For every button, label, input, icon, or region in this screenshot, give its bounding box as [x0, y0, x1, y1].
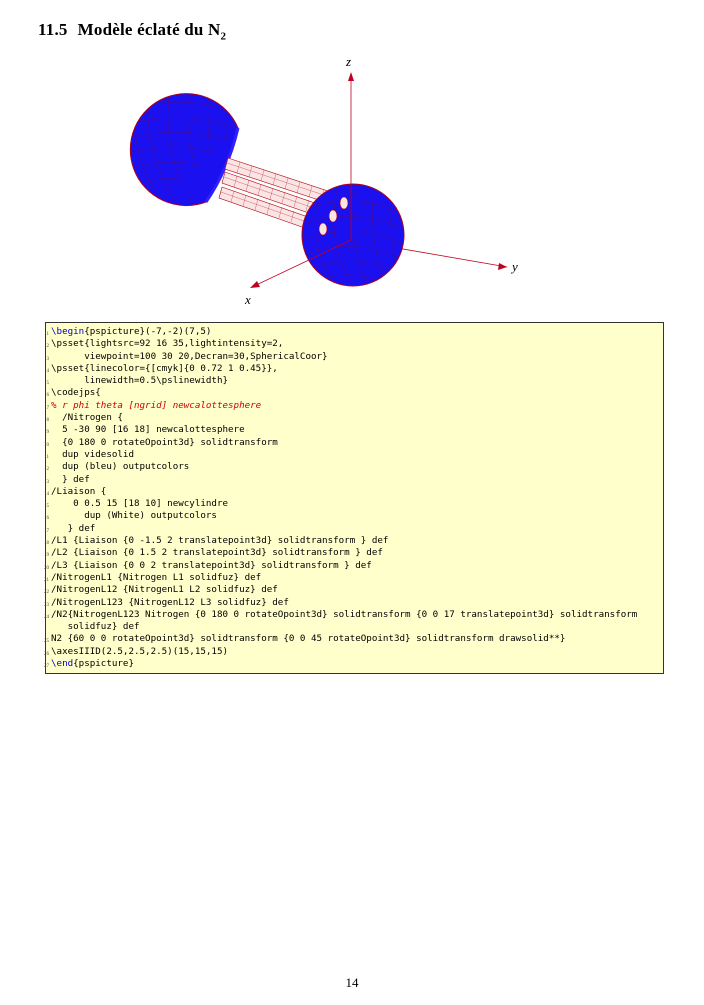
code-text: /NitrogenL1 {Nitrogen L1 solidfuz} def: [51, 571, 262, 583]
line-number: 24: [44, 614, 49, 620]
line-number: 13: [44, 479, 49, 485]
right-nitrogen-atom: [300, 184, 406, 288]
line-number: 27: [44, 664, 49, 670]
code-text: {pspicture}: [73, 658, 134, 670]
code-text: \psset{lightsrc=92 16 35,lightintensity=2,: [51, 338, 284, 350]
code-line: [46, 584, 663, 596]
code-text: /L2 {Liaison {0 1.5 2 translatepoint3d} solidtransform } def: [51, 547, 383, 559]
code-line: [46, 449, 663, 461]
code-text: N2 {60 0 0 rotateOpoint3d} solidtransform {0 0 45 rotateOpoint3d} solidtransform drawsolid**}: [51, 633, 566, 645]
line-number: 18: [44, 541, 49, 547]
code-text: /NitrogenL12 {NitrogenL1 L2 solidfuz} def: [51, 584, 278, 596]
code-line: [46, 572, 663, 584]
line-number: 26: [44, 651, 49, 657]
code-line: [46, 461, 663, 473]
section-title-text: Modèle éclaté du N: [77, 20, 221, 39]
code-line: [46, 326, 663, 338]
code-text: } def: [51, 473, 90, 485]
code-comment: % r phi theta [ngrid] newcalottesphere: [51, 399, 262, 411]
section-heading: [38, 20, 226, 42]
code-keyword: \begin: [51, 326, 85, 337]
code-text: \axesIIID(2.5,2.5,2.5)(15,15,15): [51, 645, 229, 657]
code-line: [46, 510, 663, 522]
line-number: 12: [44, 467, 49, 473]
line-number: 5: [46, 381, 49, 387]
line-number: 14: [44, 491, 49, 497]
code-line: [46, 412, 663, 424]
line-number: 25: [44, 639, 49, 645]
code-line: [46, 474, 663, 486]
line-number: 19: [44, 553, 49, 559]
code-line: [46, 437, 663, 449]
code-line: [46, 338, 663, 350]
code-text: 0 0.5 15 [18 10] newcylindre: [51, 498, 229, 510]
code-line: [46, 375, 663, 387]
line-number: 3: [46, 356, 49, 362]
code-line: [46, 621, 663, 633]
code-text: dup (bleu) outputcolors: [51, 461, 190, 473]
line-number: 22: [44, 590, 49, 596]
code-line: [46, 658, 663, 670]
line-number: 11: [44, 454, 49, 460]
code-line: [46, 547, 663, 559]
code-line: [46, 523, 663, 535]
code-line: [46, 486, 663, 498]
code-text: {0 180 0 rotateOpoint3d} solidtransform: [51, 436, 278, 448]
code-line: [46, 498, 663, 510]
code-line: [46, 424, 663, 436]
code-text: viewpoint=100 30 20,Decran=30,SphericalCoor}: [51, 350, 328, 362]
line-number: 23: [44, 602, 49, 608]
n2-molecule-figure: [110, 50, 550, 315]
molecule-svg: [110, 50, 550, 315]
code-text: /L1 {Liaison {0 -1.5 2 translatepoint3d} solidtransform } def: [51, 535, 389, 547]
x-axis-arrow: [250, 281, 260, 288]
line-number: 15: [44, 504, 49, 510]
code-text: } def: [51, 522, 96, 534]
code-text: /NitrogenL123 {NitrogenL12 L3 solidfuz} def: [51, 596, 289, 608]
line-number: 9: [46, 430, 49, 436]
code-text: \codejps{: [51, 387, 101, 399]
z-axis-arrow: [348, 72, 354, 81]
line-number: 16: [44, 516, 49, 522]
code-line: [46, 609, 663, 621]
line-number: 20: [44, 565, 49, 571]
line-number: 10: [44, 442, 49, 448]
code-text: \psset{linecolor={[cmyk]{0 0.72 1 0.45}},: [51, 362, 278, 374]
code-text: /N2{NitrogenL123 Nitrogen {0 180 0 rotateOpoint3d} solidtransform {0 0 17 translatepoint3d} solidtransform: [51, 608, 638, 620]
line-number: 6: [46, 393, 49, 399]
code-text: dup videsolid: [51, 448, 134, 460]
x-axis-label: x: [245, 292, 251, 307]
code-line: [46, 646, 663, 658]
code-line: [46, 535, 663, 547]
code-text: {pspicture}(-7,-2)(7,5): [84, 326, 212, 337]
code-text: dup (White) outputcolors: [51, 510, 217, 522]
code-line: [46, 400, 663, 412]
line-number: 7: [46, 405, 49, 411]
code-text: linewidth=0.5\pslinewidth}: [51, 375, 229, 387]
line-number: 1: [46, 332, 49, 337]
line-number: 2: [46, 344, 49, 350]
code-line: [46, 560, 663, 572]
code-text: /Liaison {: [51, 485, 107, 497]
section-number: 11.5: [38, 20, 68, 39]
z-axis-label: z: [346, 54, 352, 69]
line-number: 4: [46, 368, 49, 374]
code-line: [46, 363, 663, 375]
line-number: 8: [46, 418, 49, 424]
section-title-subscript: 2: [220, 30, 227, 43]
code-text: solidfuz} def: [51, 621, 140, 633]
code-text: 5 -30 90 [16 18] newcalottesphere: [51, 424, 245, 436]
code-keyword: \end: [51, 658, 74, 670]
code-text: /Nitrogen {: [51, 412, 123, 424]
code-listing: [45, 322, 664, 674]
y-axis-arrow: [498, 263, 507, 270]
code-line: [46, 351, 663, 363]
line-number: 17: [44, 528, 49, 534]
code-line: [46, 597, 663, 609]
page-number: 14: [345, 975, 359, 990]
code-text: /L3 {Liaison {0 0 2 translatepoint3d} solidtransform } def: [51, 559, 372, 571]
code-line: [46, 387, 663, 399]
line-number: 21: [44, 577, 49, 583]
code-line: [46, 633, 663, 645]
y-axis-label: y: [512, 259, 518, 274]
